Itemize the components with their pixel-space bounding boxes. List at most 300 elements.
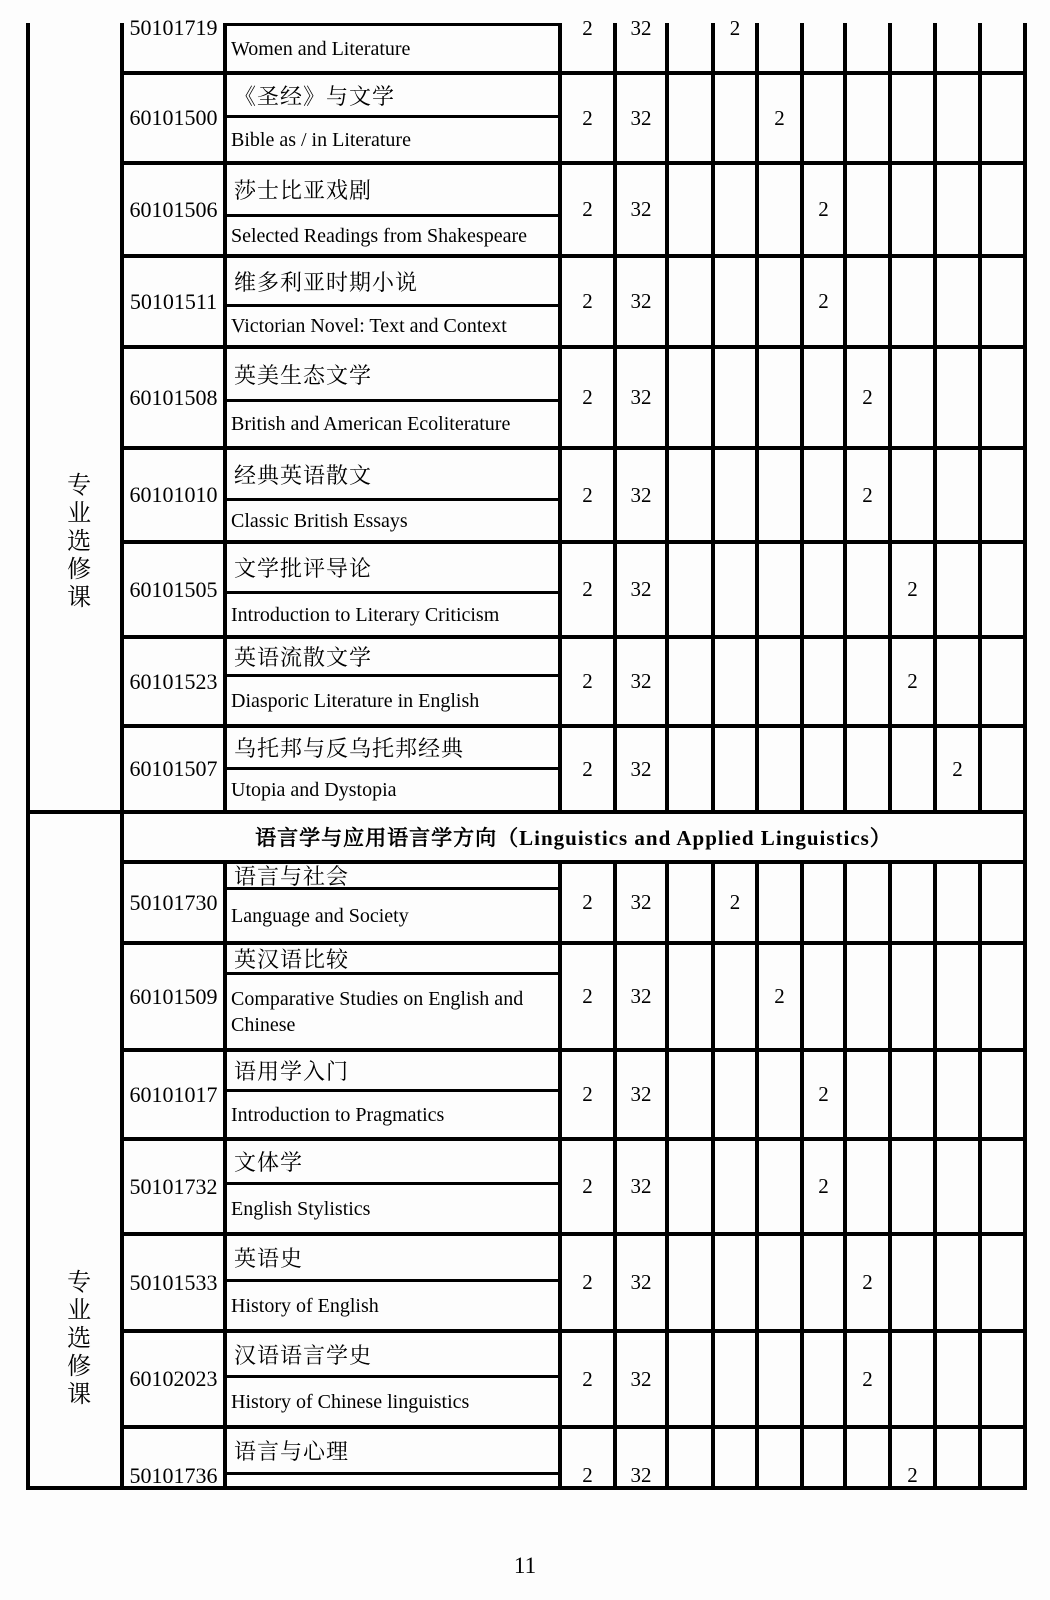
- credits-value: 2: [582, 1270, 593, 1294]
- semester-3-cell: [757, 73, 802, 163]
- semester-3-cell: [757, 1427, 802, 1488]
- course-name-english: Victorian Novel: Text and Context: [231, 315, 507, 337]
- credits-value: 2: [582, 385, 593, 409]
- course-name-cell: [225, 542, 560, 637]
- semester-3-cell: [757, 862, 802, 943]
- semester-1-cell: [667, 256, 713, 347]
- credits-cell: [560, 1139, 615, 1234]
- course-code: 60101523: [129, 668, 218, 694]
- course-name-cell: [225, 726, 560, 812]
- semester-4-cell: [802, 163, 845, 256]
- course-code: 60101505: [129, 576, 218, 602]
- semester-7-cell: [935, 726, 980, 812]
- credits-value: 2: [582, 1463, 593, 1487]
- semester-2-cell: [713, 1234, 757, 1331]
- credits-cell: [560, 862, 615, 943]
- hours-cell: [615, 1139, 667, 1234]
- semester-1-cell: [667, 726, 713, 812]
- hours-cell: [615, 73, 667, 163]
- course-name-english: Introduction to Pragmatics: [231, 1103, 445, 1126]
- hours-cell: [615, 15, 667, 73]
- semester-8-cell: [980, 163, 1025, 256]
- semester-8-cell: [980, 726, 1025, 812]
- semester-credit-value: 2: [818, 1082, 829, 1106]
- credits-value: 2: [582, 890, 593, 914]
- group-label-cell: [28, 23, 122, 812]
- semester-credit-value: 2: [862, 385, 873, 409]
- semester-8-cell: [980, 542, 1025, 637]
- credits-value: 2: [582, 1174, 593, 1198]
- course-name-cell: [225, 1050, 560, 1139]
- course-code: 60102023: [129, 1366, 218, 1391]
- hours-value: 32: [630, 105, 652, 130]
- semester-6-cell: [890, 1050, 935, 1139]
- course-code: 60101010: [129, 482, 218, 507]
- hours-value: 32: [630, 756, 652, 781]
- course-name-english: Comparative Studies on English and Chinese: [231, 987, 524, 1036]
- semester-8-cell: [980, 347, 1025, 448]
- course-name-chinese: 文体学: [227, 1141, 558, 1185]
- credits-value: 2: [582, 756, 593, 781]
- semester-credit-value: 2: [862, 482, 873, 507]
- semester-7-cell: [935, 1427, 980, 1488]
- semester-2-cell: [713, 1050, 757, 1139]
- semester-3-cell: [757, 256, 802, 347]
- semester-2-cell: [713, 15, 757, 73]
- semester-5-cell: [845, 1234, 890, 1331]
- course-row: [28, 1234, 1025, 1331]
- semester-3-cell: [757, 347, 802, 448]
- semester-8-cell: [980, 1050, 1025, 1139]
- semester-8-cell: [980, 256, 1025, 347]
- semester-5-cell: [845, 637, 890, 726]
- semester-2-cell: [713, 637, 757, 726]
- course-code-cell: [122, 1139, 225, 1234]
- course-row: [28, 1331, 1025, 1427]
- semester-3-cell: [757, 726, 802, 812]
- course-name-cell: [225, 448, 560, 542]
- semester-5-cell: [845, 347, 890, 448]
- semester-6-cell: [890, 726, 935, 812]
- semester-credit-value: 2: [862, 1366, 873, 1391]
- group-label-vertical-text: 专业选修课: [62, 471, 89, 612]
- semester-7-cell: [935, 1331, 980, 1427]
- semester-2-cell: [713, 1427, 757, 1488]
- course-name-cell: [225, 23, 560, 73]
- semester-5-cell: [845, 542, 890, 637]
- semester-5-cell: [845, 943, 890, 1050]
- course-name-chinese: 英美生态文学: [227, 349, 558, 402]
- credits-cell: [560, 256, 615, 347]
- semester-8-cell: [980, 1331, 1025, 1427]
- course-code-cell: [122, 862, 225, 943]
- semester-1-cell: [667, 448, 713, 542]
- course-name-cell: [225, 637, 560, 726]
- course-name-chinese: 莎士比亚戏剧: [227, 165, 558, 217]
- course-code-cell: [122, 347, 225, 448]
- semester-5-cell: [845, 448, 890, 542]
- semester-7-cell: [935, 1050, 980, 1139]
- course-name-chinese: 英语史: [227, 1236, 558, 1282]
- hours-value: 32: [630, 385, 652, 409]
- course-name-chinese: 英汉语比较: [227, 945, 558, 975]
- course-name-english: Language and Society: [231, 904, 409, 927]
- semester-1-cell: [667, 862, 713, 943]
- course-code: 50101732: [129, 1173, 218, 1199]
- semester-1-cell: [667, 163, 713, 256]
- semester-8-cell: [980, 637, 1025, 726]
- semester-4-cell: [802, 1050, 845, 1139]
- semester-4-cell: [802, 73, 845, 163]
- course-row: [28, 23, 1025, 73]
- course-name-chinese: 维多利亚时期小说: [227, 258, 558, 307]
- hours-cell: [615, 347, 667, 448]
- hours-cell: [615, 1050, 667, 1139]
- semester-credit-value: 2: [818, 289, 829, 313]
- hours-value: 32: [630, 890, 652, 914]
- course-name-cell: [225, 163, 560, 256]
- semester-7-cell: [935, 943, 980, 1050]
- course-name-cell: [225, 347, 560, 448]
- semester-credit-value: 2: [729, 15, 741, 40]
- hours-cell: [615, 943, 667, 1050]
- credits-value: 2: [582, 1082, 593, 1106]
- course-name-english: Utopia and Dystopia: [231, 779, 397, 801]
- credits-value: 2: [582, 1366, 593, 1391]
- semester-4-cell: [802, 23, 845, 73]
- semester-8-cell: [980, 448, 1025, 542]
- credits-cell: [560, 637, 615, 726]
- semester-7-cell: [935, 1234, 980, 1331]
- semester-2-cell: [713, 163, 757, 256]
- hours-value: 32: [630, 669, 652, 693]
- course-name-cell: [225, 943, 560, 1050]
- direction-section-header: [122, 812, 1025, 862]
- course-code-cell: [122, 448, 225, 542]
- course-name-english: [227, 1475, 558, 1486]
- course-name-cell: [225, 1234, 560, 1331]
- hours-value: 32: [630, 1366, 652, 1391]
- course-name-cell: [225, 256, 560, 347]
- semester-3-cell: [757, 1331, 802, 1427]
- course-row: [28, 542, 1025, 637]
- semester-7-cell: [935, 1139, 980, 1234]
- semester-4-cell: [802, 1139, 845, 1234]
- semester-6-cell: [890, 542, 935, 637]
- semester-1-cell: [667, 943, 713, 1050]
- semester-5-cell: [845, 1331, 890, 1427]
- course-row: [28, 448, 1025, 542]
- course-name-chinese: 经典英语散文: [227, 450, 558, 501]
- semester-5-cell: [845, 1139, 890, 1234]
- semester-4-cell: [802, 448, 845, 542]
- semester-5-cell: [845, 862, 890, 943]
- semester-credit-value: 2: [774, 984, 785, 1008]
- semester-8-cell: [980, 943, 1025, 1050]
- semester-3-cell: [757, 23, 802, 73]
- semester-2-cell: [713, 73, 757, 163]
- course-code-cell: [122, 542, 225, 637]
- semester-2-cell: [713, 862, 757, 943]
- semester-6-cell: [890, 862, 935, 943]
- hours-cell: [615, 163, 667, 256]
- course-name-english: Bible as / in Literature: [231, 128, 411, 151]
- section-header-row: [28, 812, 1025, 862]
- semester-6-cell: [890, 637, 935, 726]
- semester-1-cell: [667, 1331, 713, 1427]
- semester-1-cell: [667, 23, 713, 73]
- semester-credit-value: 2: [818, 197, 829, 221]
- course-name-chinese: 文学批评导论: [227, 544, 558, 594]
- hours-value: 32: [630, 1270, 652, 1294]
- hours-value: 32: [630, 1463, 652, 1487]
- semester-credit-value: 2: [862, 1270, 873, 1294]
- course-name-cell: [225, 1331, 560, 1427]
- credits-value: 2: [582, 669, 593, 693]
- course-name-chinese: 汉语语言学史: [227, 1333, 558, 1378]
- semester-1-cell: [667, 1234, 713, 1331]
- semester-7-cell: [935, 73, 980, 163]
- credits-cell: [560, 542, 615, 637]
- course-code-cell: [122, 15, 225, 73]
- course-name-cell: [225, 1427, 560, 1488]
- course-row: [28, 163, 1025, 256]
- semester-6-cell: [890, 1427, 935, 1488]
- semester-1-cell: [667, 1427, 713, 1488]
- semester-5-cell: [845, 23, 890, 73]
- course-row: [28, 73, 1025, 163]
- semester-2-cell: [713, 726, 757, 812]
- hours-cell: [615, 637, 667, 726]
- hours-cell: [615, 1427, 667, 1488]
- course-name-english: Women and Literature: [231, 37, 411, 60]
- course-row: [28, 256, 1025, 347]
- hours-value: 32: [630, 289, 652, 313]
- credits-cell: [560, 726, 615, 812]
- semester-credit-value: 2: [729, 890, 741, 914]
- semester-7-cell: [935, 23, 980, 73]
- semester-1-cell: [667, 347, 713, 448]
- course-name-english: History of Chinese linguistics: [231, 1390, 470, 1413]
- semester-4-cell: [802, 637, 845, 726]
- course-code: 60101507: [129, 756, 218, 781]
- course-name-english: English Stylistics: [231, 1197, 371, 1220]
- credits-cell: [560, 448, 615, 542]
- course-name-english: Selected Readings from Shakespeare: [231, 224, 528, 247]
- semester-7-cell: [935, 347, 980, 448]
- course-row: [28, 347, 1025, 448]
- semester-4-cell: [802, 542, 845, 637]
- semester-4-cell: [802, 256, 845, 347]
- semester-credit-value: 2: [774, 105, 785, 130]
- semester-credit-value: 2: [907, 1463, 918, 1487]
- hours-cell: [615, 726, 667, 812]
- hours-value: 32: [630, 1082, 652, 1106]
- hours-cell: [615, 542, 667, 637]
- semester-8-cell: [980, 1139, 1025, 1234]
- semester-2-cell: [713, 1139, 757, 1234]
- semester-1-cell: [667, 1050, 713, 1139]
- course-row: [28, 1139, 1025, 1234]
- course-code: 50101511: [129, 288, 218, 314]
- semester-5-cell: [845, 256, 890, 347]
- semester-2-cell: [713, 256, 757, 347]
- semester-2-cell: [713, 1331, 757, 1427]
- hours-value: 32: [630, 577, 652, 601]
- semester-7-cell: [935, 256, 980, 347]
- semester-6-cell: [890, 347, 935, 448]
- course-name-english: Introduction to Literary Criticism: [231, 603, 500, 626]
- hours-cell: [615, 862, 667, 943]
- semester-3-cell: [757, 542, 802, 637]
- course-code: 50101736: [129, 1462, 218, 1488]
- semester-credit-value: 2: [818, 1174, 829, 1198]
- semester-5-cell: [845, 1427, 890, 1488]
- credits-cell: [560, 347, 615, 448]
- course-code-cell: [122, 163, 225, 256]
- semester-3-cell: [757, 637, 802, 726]
- course-code-cell: [122, 943, 225, 1050]
- hours-value: 32: [630, 1174, 652, 1198]
- course-row: [28, 862, 1025, 943]
- course-name-chinese: 语言与心理: [227, 1429, 558, 1475]
- credits-cell: [560, 1050, 615, 1139]
- course-code-cell: [122, 1234, 225, 1331]
- hours-cell: [615, 256, 667, 347]
- semester-7-cell: [935, 637, 980, 726]
- semester-credit-value: 2: [907, 577, 918, 601]
- direction-section-header-text: 语言学与应用语言学方向（Linguistics and Applied Linguistics）: [255, 826, 892, 850]
- semester-8-cell: [980, 1427, 1025, 1488]
- semester-2-cell: [713, 943, 757, 1050]
- course-code-cell: [122, 726, 225, 812]
- hours-value: 32: [630, 984, 652, 1008]
- course-code-cell: [122, 1050, 225, 1139]
- course-code: 50101730: [129, 889, 218, 915]
- course-name-english: History of English: [231, 1294, 379, 1317]
- credits-value: 2: [582, 482, 593, 507]
- semester-6-cell: [890, 23, 935, 73]
- semester-6-cell: [890, 1234, 935, 1331]
- semester-4-cell: [802, 347, 845, 448]
- course-code-cell: [122, 1331, 225, 1427]
- group-label-vertical-text: 专业选修课: [62, 1269, 89, 1409]
- course-name-english: British and American Ecoliterature: [231, 413, 511, 435]
- semester-8-cell: [980, 862, 1025, 943]
- semester-7-cell: [935, 542, 980, 637]
- credits-cell: [560, 1234, 615, 1331]
- semester-4-cell: [802, 862, 845, 943]
- credits-value: 2: [582, 577, 593, 601]
- credits-cell: [560, 15, 615, 73]
- course-name-english: Classic British Essays: [231, 509, 408, 532]
- semester-7-cell: [935, 163, 980, 256]
- course-row: [28, 1427, 1025, 1488]
- semester-6-cell: [890, 448, 935, 542]
- semester-3-cell: [757, 163, 802, 256]
- course-name-english: Diasporic Literature in English: [231, 689, 480, 712]
- credits-cell: [560, 73, 615, 163]
- course-code-cell: [122, 73, 225, 163]
- page-number: 11: [513, 1553, 537, 1578]
- course-code: 60101508: [129, 384, 218, 410]
- course-row: [28, 943, 1025, 1050]
- course-name-cell: [225, 1139, 560, 1234]
- credits-cell: [560, 943, 615, 1050]
- course-code: 60101500: [129, 105, 218, 130]
- semester-8-cell: [980, 1234, 1025, 1331]
- semester-5-cell: [845, 163, 890, 256]
- semester-8-cell: [980, 73, 1025, 163]
- semester-credit-value: 2: [907, 669, 918, 693]
- hours-value: 32: [630, 197, 652, 221]
- semester-5-cell: [845, 1050, 890, 1139]
- semester-2-cell: [713, 347, 757, 448]
- semester-4-cell: [802, 726, 845, 812]
- course-name-chinese: 语言与社会: [227, 864, 558, 890]
- semester-credit-value: 2: [952, 756, 963, 781]
- semester-4-cell: [802, 1331, 845, 1427]
- credits-cell: [560, 163, 615, 256]
- semester-3-cell: [757, 943, 802, 1050]
- semester-6-cell: [890, 943, 935, 1050]
- elective-course-table: [26, 15, 1027, 1490]
- semester-6-cell: [890, 1139, 935, 1234]
- semester-6-cell: [890, 73, 935, 163]
- semester-6-cell: [890, 256, 935, 347]
- semester-1-cell: [667, 542, 713, 637]
- course-code: 60101017: [129, 1081, 218, 1107]
- course-code: 60101509: [129, 983, 218, 1009]
- semester-3-cell: [757, 1050, 802, 1139]
- credits-value: 2: [582, 197, 593, 221]
- course-code-cell: [122, 637, 225, 726]
- semester-4-cell: [802, 943, 845, 1050]
- course-name-chinese: 乌托邦与反乌托邦经典: [227, 728, 558, 770]
- semester-2-cell: [713, 542, 757, 637]
- semester-1-cell: [667, 1139, 713, 1234]
- credits-cell: [560, 1331, 615, 1427]
- credits-value: 2: [582, 984, 593, 1008]
- semester-7-cell: [935, 862, 980, 943]
- credits-value: 2: [582, 15, 593, 40]
- semester-3-cell: [757, 1139, 802, 1234]
- semester-6-cell: [890, 163, 935, 256]
- hours-cell: [615, 1331, 667, 1427]
- hours-cell: [615, 1234, 667, 1331]
- semester-6-cell: [890, 1331, 935, 1427]
- semester-8-cell: [980, 23, 1025, 73]
- semester-7-cell: [935, 448, 980, 542]
- semester-5-cell: [845, 726, 890, 812]
- course-code-cell: [122, 256, 225, 347]
- course-table-body: [28, 15, 1025, 1488]
- semester-4-cell: [802, 1234, 845, 1331]
- course-name-chinese: 《圣经》与文学: [227, 75, 558, 118]
- credits-cell: [560, 1427, 615, 1488]
- course-name-chinese: 语用学入门: [227, 1052, 558, 1092]
- semester-3-cell: [757, 1234, 802, 1331]
- semester-4-cell: [802, 1427, 845, 1488]
- semester-2-cell: [713, 448, 757, 542]
- course-code: 50101533: [129, 1269, 218, 1295]
- course-name-cell: [225, 73, 560, 163]
- course-name-chinese: 英语流散文学: [227, 639, 558, 677]
- semester-1-cell: [667, 637, 713, 726]
- hours-cell: [615, 448, 667, 542]
- hours-value: 32: [630, 482, 652, 507]
- course-table-clip-region: [26, 15, 1030, 1488]
